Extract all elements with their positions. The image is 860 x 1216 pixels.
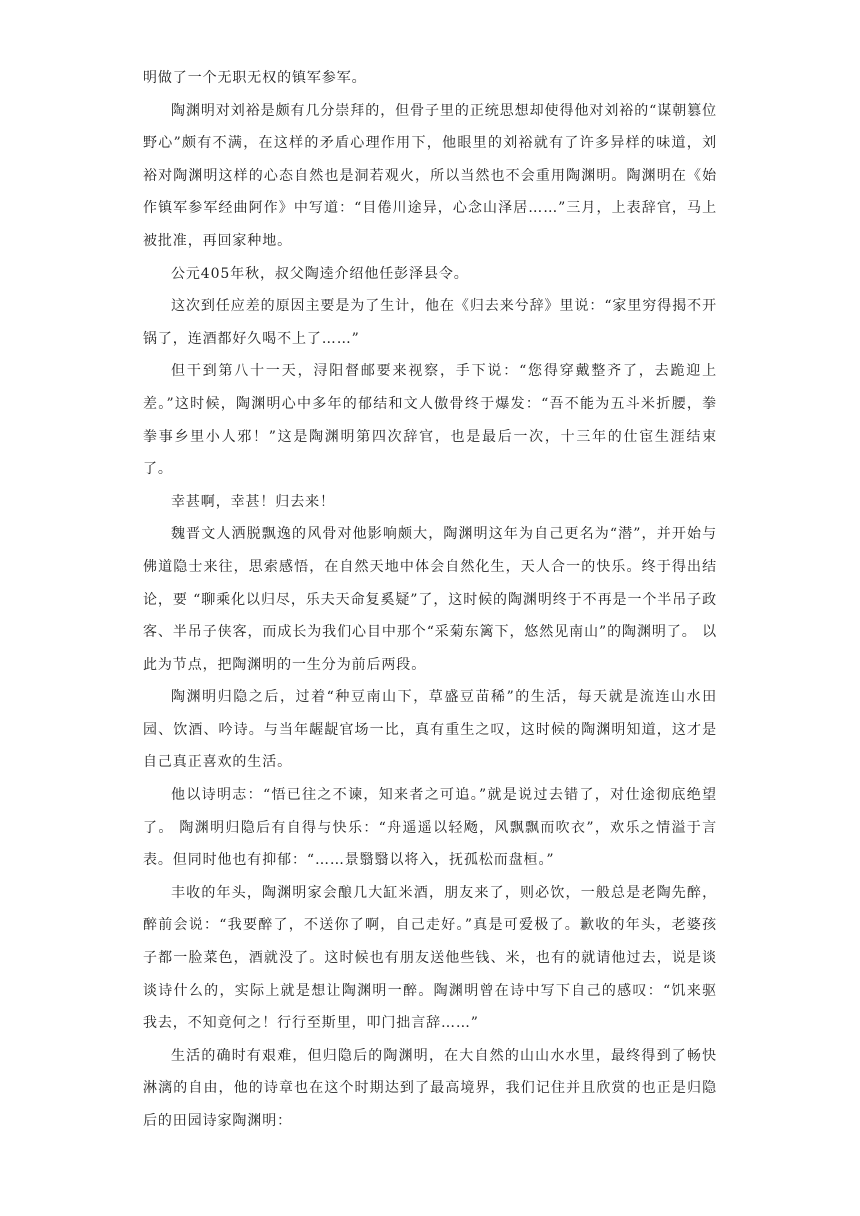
paragraph-6: 幸甚啊，幸甚！归去来！ xyxy=(171,493,335,510)
paragraph-5: 但干到第八十一天，浔阳督邮要来视察，手下说：“您得穿戴整齐了，去跪迎上差。”这时候，陶渊明心中多年的郁结和文人傲骨终于爆发：“吾不能为五斗米折腰，拳拳事乡里小人邪！”这是陶渊明第四次辞官，也是最后一次，十三年的仕宦生涯结束了。 xyxy=(143,363,717,478)
paragraph-7: 魏晋文人洒脱飘逸的风骨对他影响颇大，陶渊明这年为自己更名为“潜”，并开始与佛道隐士来往，思索感悟，在自然天地中体会自然化生，天人合一的快乐。终于得出结论，要 “聊乘化以归尽，乐夫天命复奚疑”了，这时候的陶渊明终于不再是一个半吊子政客、半吊子侠客，而成长为我们心目中那个“采菊东篱下，悠然见南山”的陶渊明了。 以此为节点，把陶渊明的一生分为前后两段。 xyxy=(143,526,717,673)
paragraph-10: 丰收的年头，陶渊明家会酿几大缸米酒，朋友来了，则必饮，一般总是老陶先醉，醉前会说：“我要醉了，不送你了啊，自己走好。”真是可爱极了。歉收的年头，老婆孩子都一脸菜色，酒就没了。这时候也有朋友送他些钱、米，也有的就请他过去，说是谈谈诗什么的，实际上就是想让陶渊明一醉。陶渊明曾在诗中写下自己的感叹：“饥来驱我去，不知竟何之！行行至斯里，叩门拙言辞……” xyxy=(143,884,717,1032)
paragraph-3: 公元405年秋，叔父陶逵介绍他任彭泽县令。 xyxy=(171,265,469,282)
paragraph-9: 他以诗明志：“悟已往之不谏，知来者之可追。”就是说过去错了，对仕途彻底绝望了。 陶渊明归隐后有自得与快乐：“舟遥遥以轻飏，风飘飘而吹衣”，欢乐之情溢于言表。但同时他也有抑郁：“……景翳翳以将入，抚孤松而盘桓。” xyxy=(143,787,717,869)
paragraph-4: 这次到任应差的原因主要是为了生计，他在《归去来兮辞》里说：“家里穷得揭不开锅了，连酒都好久喝不上了……” xyxy=(143,298,717,347)
paragraph-1: 明做了一个无职无权的镇军参军。 xyxy=(143,70,367,86)
paragraph-11: 生活的确时有艰难，但归隐后的陶渊明，在大自然的山山水水里，最终得到了畅快淋漓的自由，他的诗章也在这个时期达到了最高境界，我们记住并且欣赏的也正是归隐后的田园诗家陶渊明： xyxy=(143,1047,717,1129)
paragraph-8: 陶渊明归隐之后，过着“种豆南山下，草盛豆苗稀”的生活，每天就是流连山水田园、饮酒、吟诗。与当年龌龊官场一比，真有重生之叹，这时候的陶渊明知道，这才是自己真正喜欢的生活。 xyxy=(143,689,717,771)
article-body xyxy=(143,62,717,1138)
paragraph-2: 陶渊明对刘裕是颇有几分崇拜的，但骨子里的正统思想却使得他对刘裕的“谋朝篡位野心”颇有不满，在这样的矛盾心理作用下，他眼里的刘裕就有了许多异样的味道，刘裕对陶渊明这样的心态自然也是洞若观火，所以当然也不会重用陶渊明。陶渊明在《始作镇军参军经曲阿作》中写道：“目倦川途异，心念山泽居……”三月，上表辞官，马上被批准，再回家种地。 xyxy=(143,102,717,249)
